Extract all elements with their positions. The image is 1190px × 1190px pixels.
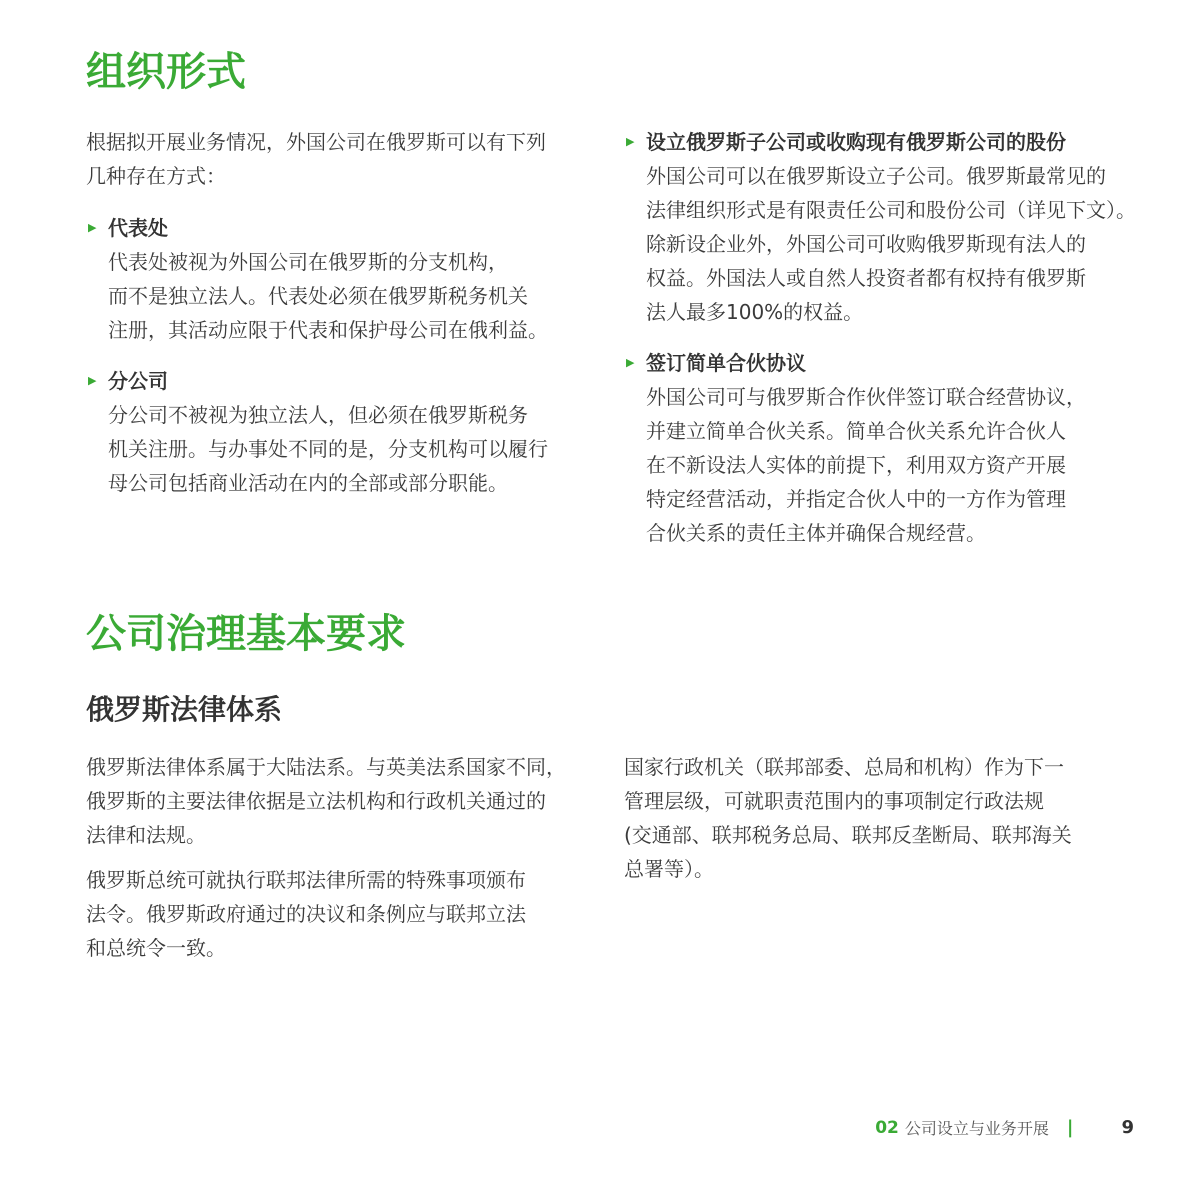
triangle-bullet-icon: ▶ (88, 221, 97, 234)
footer-divider: | (1066, 1117, 1074, 1138)
footer-section-number: 02 (875, 1117, 899, 1138)
bullet-title: 代表处 (108, 216, 168, 240)
bullet-representative-office (86, 211, 606, 347)
page-footer (875, 1116, 1134, 1139)
bullet-body: 分公司不被视为独立法人，但必须在俄罗斯税务 机关注册。与办事处不同的是，分支机构可以履行 母公司包括商业活动在内的全部或部分职能。 (108, 403, 548, 495)
legal-right-column (624, 750, 1144, 886)
triangle-bullet-icon: ▶ (88, 374, 97, 387)
left-column (86, 125, 606, 500)
intro-paragraph: 根据拟开展业务情况，外国公司在俄罗斯可以有下列 几种存在方式： (86, 130, 546, 188)
legal-paragraph: 俄罗斯总统可就执行联邦法律所需的特殊事项颁布 法令。俄罗斯政府通过的决议和条例应与联邦立法 和总统令一致。 (86, 868, 526, 960)
triangle-bullet-icon: ▶ (626, 135, 635, 148)
section-title-corporate-governance: 公司治理基本要求 (86, 611, 406, 657)
legal-paragraph: 国家行政机关（联邦部委、总局和机构）作为下一 管理层级，可就职责范围内的事项制定行政法规 (交通部、联邦税务总局、联邦反垄断局、联邦海关 总署等）。 (624, 755, 1072, 881)
triangle-bullet-icon: ▶ (626, 356, 635, 369)
bullet-body: 外国公司可与俄罗斯合作伙伴签订联合经营协议， 并建立简单合伙关系。简单合伙关系允许合伙人 在不新设法人实体的前提下，利用双方资产开展 特定经营活动，并指定合伙人中的一方作为管理 合伙关系的责任主体并确保合规经营。 (646, 385, 1086, 545)
bullet-body: 代表处被视为外国公司在俄罗斯的分支机构， 而不是独立法人。代表处必须在俄罗斯税务机关 注册，其活动应限于代表和保护母公司在俄利益。 (108, 250, 548, 342)
legal-left-column (86, 750, 606, 965)
bullet-branch (86, 364, 606, 500)
bullet-title: 设立俄罗斯子公司或收购现有俄罗斯公司的股份 (646, 130, 1066, 154)
bullet-title: 分公司 (108, 369, 168, 393)
right-column (624, 125, 1144, 550)
bullet-subsidiary (624, 125, 1144, 329)
subsection-title-legal-system: 俄罗斯法律体系 (86, 693, 283, 726)
footer-section-title: 公司设立与业务开展 (904, 1119, 1049, 1138)
page-number: 9 (1121, 1117, 1134, 1138)
section-title-organization-forms: 组织形式 (86, 49, 246, 95)
bullet-partnership (624, 346, 1144, 550)
legal-paragraph: 俄罗斯法律体系属于大陆法系。与英美法系国家不同， 俄罗斯的主要法律依据是立法机构和行政机关通过的 法律和法规。 (86, 755, 566, 847)
bullet-title: 签订简单合伙协议 (646, 351, 806, 375)
bullet-body: 外国公司可以在俄罗斯设立子公司。俄罗斯最常见的 法律组织形式是有限责任公司和股份公司（详见下文）。 除新设企业外，外国公司可收购俄罗斯现有法人的 权益。外国法人或自然人投资者都有权持有俄罗斯 法人最多100%的权益。 (646, 164, 1136, 324)
